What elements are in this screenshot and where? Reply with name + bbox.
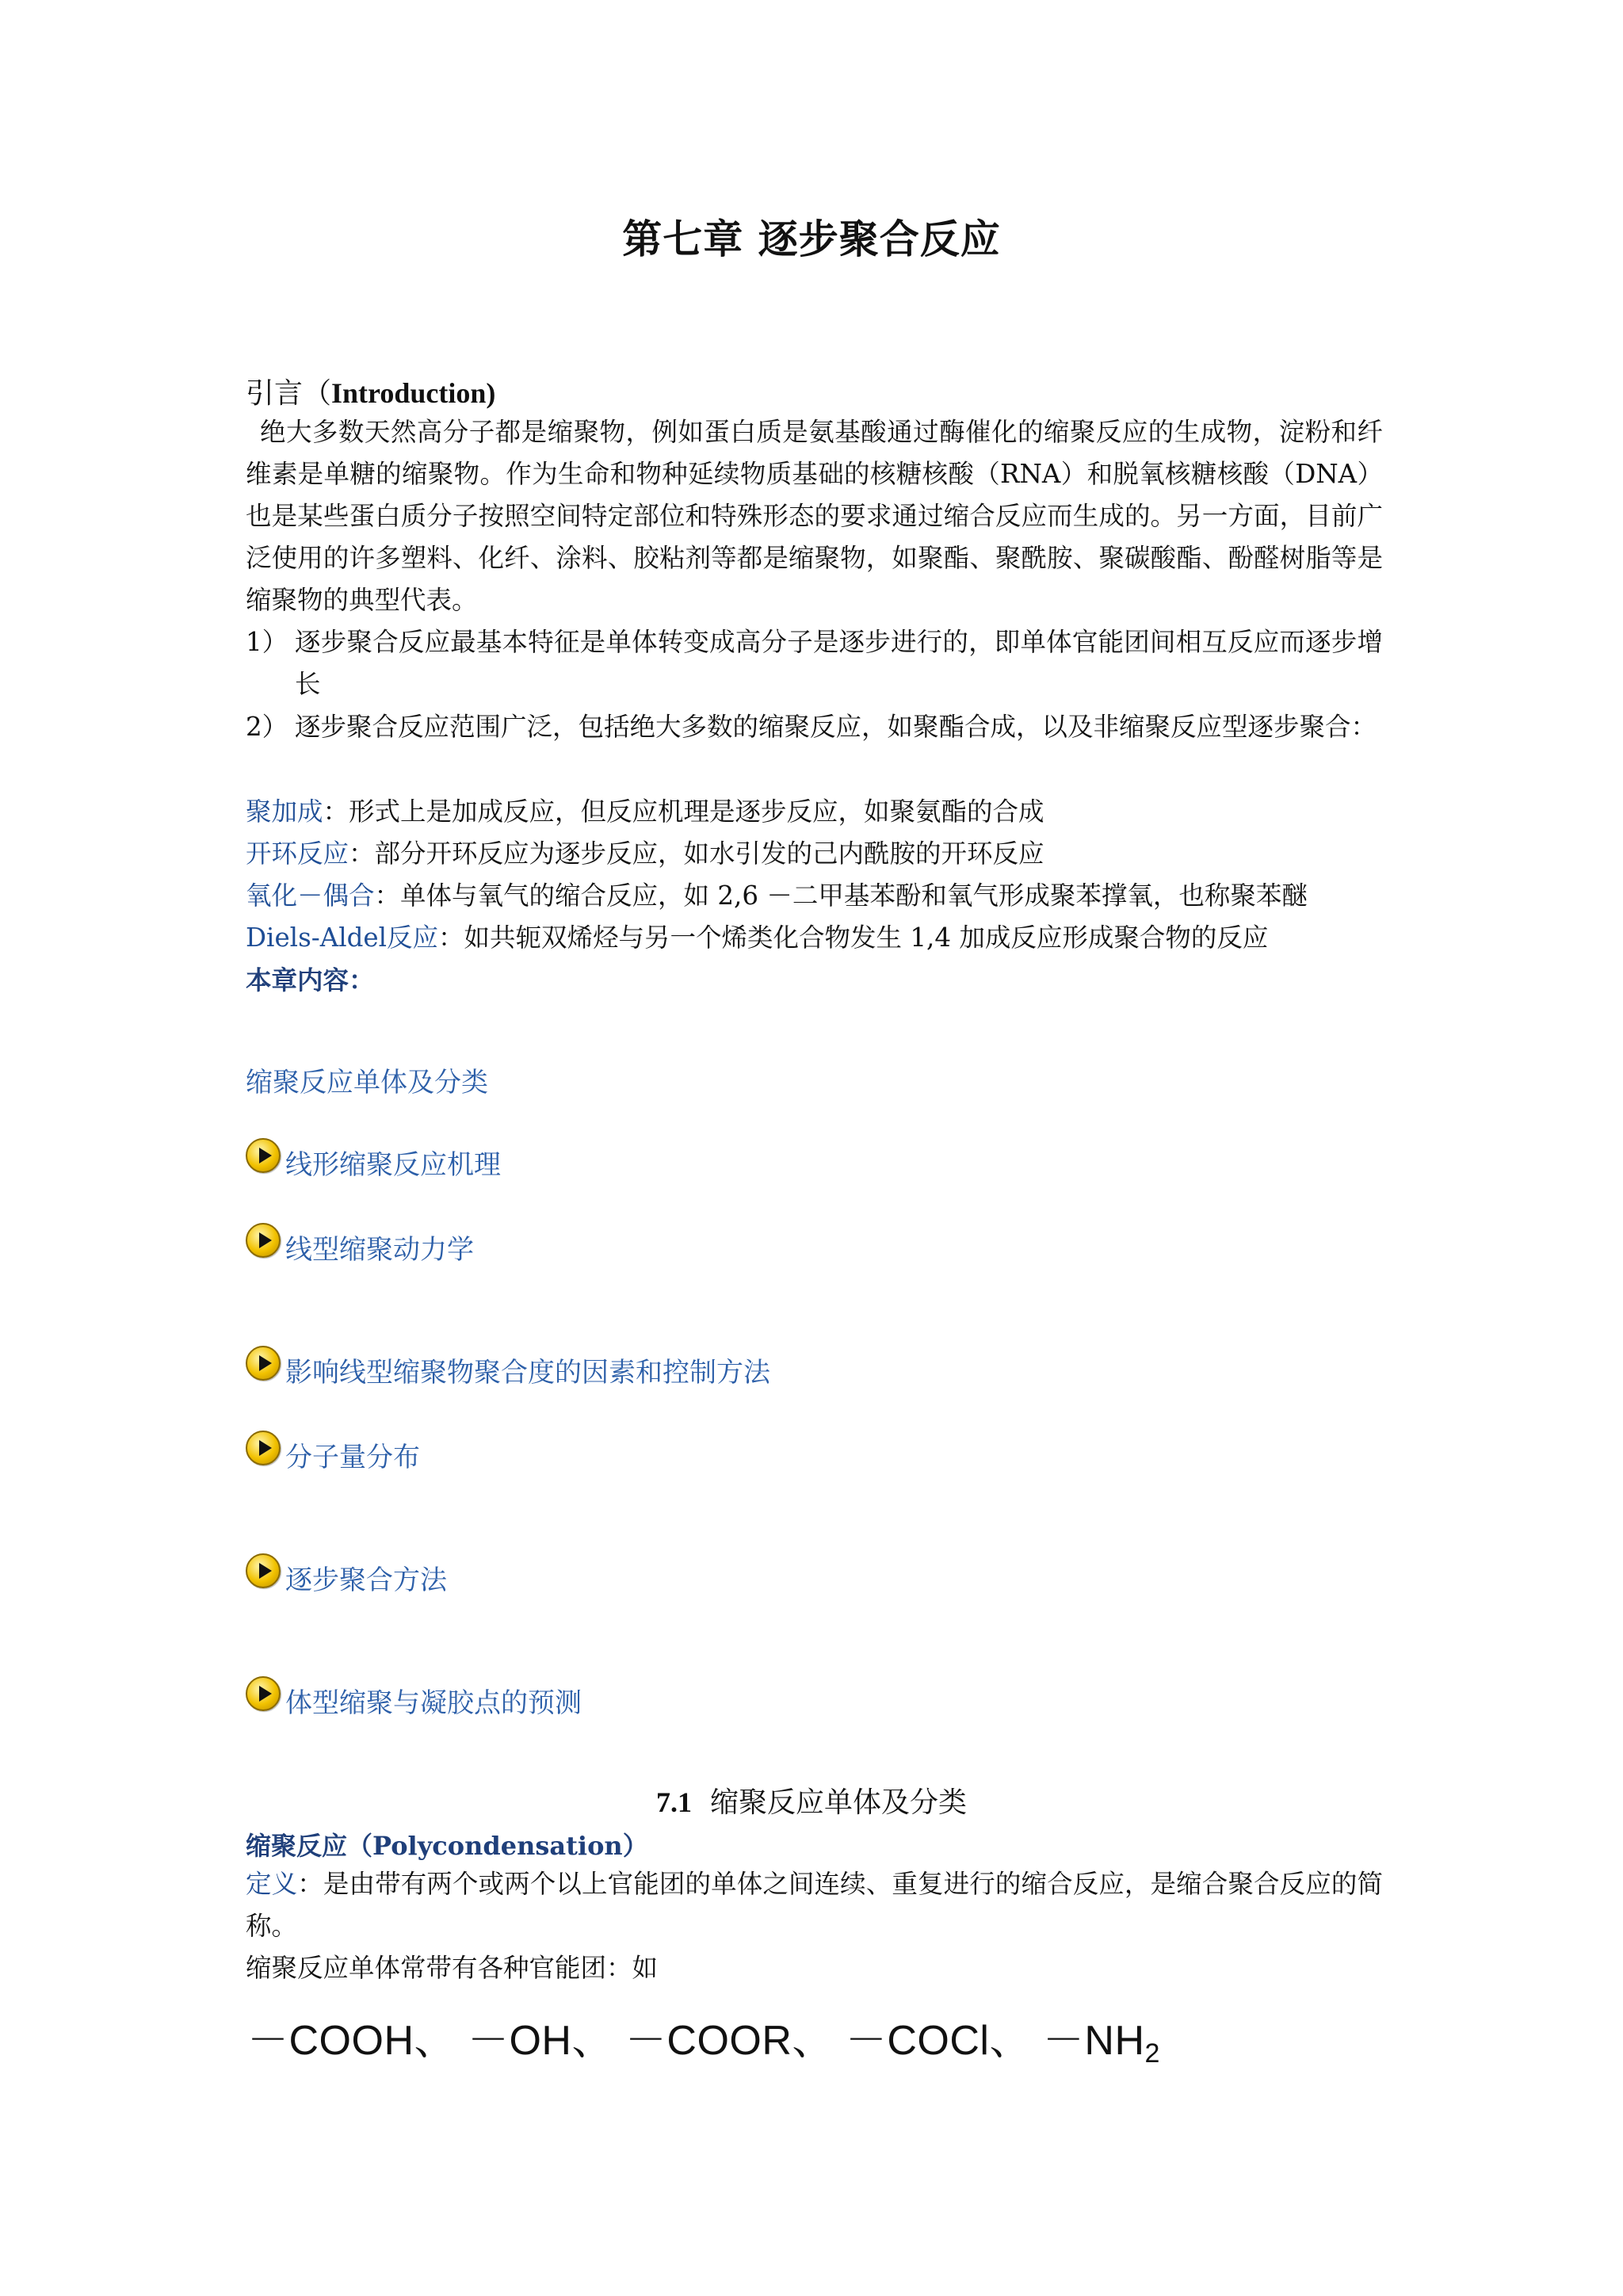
toc-link-label: 逐步聚合方法: [285, 1564, 447, 1596]
play-icon: [246, 1138, 281, 1173]
definition-text: ：是由带有两个或两个以上官能团的单体之间连续、重复进行的缩合反应，是缩合聚合反应的简称。: [246, 1869, 1383, 1941]
type-line-polyaddition: [246, 791, 1044, 833]
intro-paragraph: 绝大多数天然高分子都是缩聚物，例如蛋白质是氨基酸通过酶催化的缩聚反应的生成物，淀粉和纤维素是单糖的缩聚物。作为生命和物种延续物质基础的核糖核酸（RNA）和脱氧核糖核酸（DNA）也是某些蛋白质分子按照空间特定部位和特殊形态的要求通过缩合反应而生成的。另一方面，目前广泛使用的许多塑料、化纤、涂料、胶粘剂等都是缩聚物，如聚酯、聚酰胺、聚碳酸酯、酚醛树脂等是缩聚物的典型代表。: [246, 417, 1383, 615]
toc-link-label: 线型缩聚动力学: [285, 1233, 474, 1266]
chapter-title: 第七章 逐步聚合反应: [622, 216, 1001, 262]
play-icon: [246, 1346, 281, 1381]
type-label: 氧化－偶合: [246, 881, 375, 911]
section-number: 7.1: [656, 1786, 693, 1818]
list-item-number: 1）: [246, 627, 288, 657]
type-label: Diels-Aldel反应: [246, 923, 439, 953]
type-label: 聚加成: [246, 797, 323, 827]
section-heading: [0, 1780, 1623, 1820]
type-text: ：如共轭双烯烃与另一个烯类化合物发生 1,4 加成反应形成聚合物的反应: [438, 923, 1269, 953]
type-line-diels-alder: [246, 917, 1268, 959]
functional-groups-intro: 缩聚反应单体常带有各种官能团：如: [246, 1953, 659, 1983]
formula-main: －COOH、 －OH、 －COOR、 －COCl、 －NH: [247, 2018, 1145, 2064]
toc-link-monomers[interactable]: 缩聚反应单体及分类: [246, 1067, 488, 1098]
toc-link-label: 体型缩聚与凝胶点的预测: [285, 1687, 582, 1719]
toc-link-linear-mechanism[interactable]: [246, 1133, 501, 1181]
type-text: ：形式上是加成反应，但反应机理是逐步反应，如聚氨酯的合成: [323, 797, 1044, 827]
contents-label: 本章内容：: [246, 965, 375, 995]
toc-link-label: 影响线型缩聚物聚合度的因素和控制方法: [285, 1356, 770, 1389]
toc-link-gel-point[interactable]: [246, 1671, 582, 1719]
play-icon: [246, 1553, 281, 1588]
type-text: ：单体与氧气的缩合反应，如 2,6 －二甲基苯酚和氧气形成聚苯撑氧，也称聚苯醚: [374, 881, 1308, 911]
toc-link-methods[interactable]: [246, 1549, 447, 1596]
functional-groups-formula: [247, 2007, 1160, 2069]
list-item-number: 2）: [246, 712, 288, 742]
list-item-text: 逐步聚合反应范围广泛，包括绝大多数的缩聚反应，如聚酯合成，以及非缩聚反应型逐步聚合：: [295, 712, 1377, 742]
type-line-oxidative-coupling: [246, 875, 1308, 917]
toc-link-label: 分子量分布: [285, 1441, 420, 1473]
intro-heading-cn: 引言（: [246, 377, 332, 410]
toc-link-label: 线形缩聚反应机理: [285, 1148, 501, 1181]
play-icon: [246, 1431, 281, 1465]
formula-subscript: 2: [1144, 2038, 1160, 2069]
play-icon: [246, 1676, 281, 1711]
toc-link-mw-distribution[interactable]: [246, 1426, 420, 1473]
intro-heading-en: Introduction): [331, 377, 496, 409]
toc-link-dp-factors[interactable]: [246, 1341, 770, 1389]
polycondensation-heading: 缩聚反应（Polycondensation）: [246, 1831, 648, 1861]
intro-heading: [246, 371, 495, 411]
type-line-ring-opening: [246, 833, 1044, 875]
type-text: ：部分开环反应为逐步反应，如水引发的己内酰胺的开环反应: [349, 839, 1044, 869]
section-title: 缩聚反应单体及分类: [709, 1786, 967, 1819]
definition-label: 定义: [246, 1869, 298, 1899]
list-item-text: 逐步聚合反应最基本特征是单体转变成高分子是逐步进行的，即单体官能团间相互反应而逐步增长: [295, 627, 1383, 699]
type-label: 开环反应: [246, 839, 349, 869]
toc-link-linear-kinetics[interactable]: [246, 1218, 474, 1266]
definition-paragraph: [246, 1863, 1383, 1947]
play-icon: [246, 1223, 281, 1258]
